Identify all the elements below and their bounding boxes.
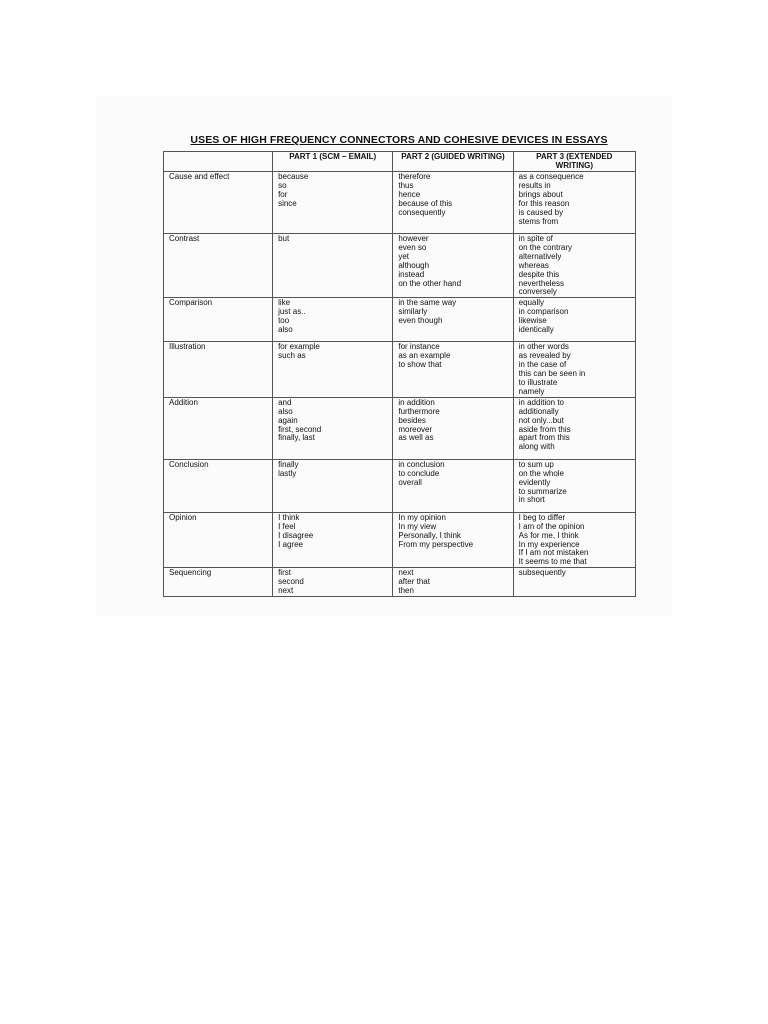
connector-phrase: consequently — [398, 207, 446, 217]
connector-phrase: alternatively — [518, 251, 562, 261]
connector-phrase: As for me, I think — [518, 530, 579, 540]
table-header-row — [164, 152, 636, 172]
connector-phrase: to conclude — [398, 468, 440, 478]
connector-phrase: on the other hand — [398, 278, 462, 288]
connector-phrase: in comparison — [518, 307, 569, 317]
cell-p3-connectors — [513, 397, 635, 459]
connector-phrase: instead — [398, 269, 425, 279]
cell-p1-connectors — [273, 342, 393, 397]
connector-phrase: since — [278, 198, 297, 208]
cell-p1-connectors — [273, 568, 393, 597]
cell-p3-connectors — [513, 342, 635, 397]
connector-phrase: aside from this — [518, 424, 571, 434]
cell-p3-connectors — [513, 568, 635, 597]
table-body — [164, 172, 636, 597]
connector-phrase: conversely — [518, 287, 557, 297]
connector-phrase: in short — [518, 495, 545, 505]
connector-phrase: so — [278, 180, 287, 190]
connector-phrase: but — [278, 234, 290, 243]
cell-p1-connectors — [273, 172, 393, 234]
connector-phrase: I disagree — [278, 530, 314, 540]
cell-p3-connectors — [513, 172, 635, 234]
connector-phrase: yet — [398, 251, 410, 261]
cell-p2-connectors — [393, 568, 513, 597]
connector-phrase: on the whole — [518, 468, 565, 478]
connector-phrase: I am of the opinion — [518, 521, 585, 531]
connector-phrase: even though — [398, 316, 443, 326]
cell-p2-connectors — [393, 234, 513, 298]
connector-phrase: next — [398, 568, 414, 578]
table-row — [164, 568, 636, 597]
row-category: Contrast — [164, 234, 273, 298]
connector-phrase: namely — [518, 386, 545, 396]
connector-phrase: in the same way — [398, 298, 457, 308]
connector-phrase: similarly — [398, 307, 428, 317]
cell-p1-connectors — [273, 397, 393, 459]
connector-phrase: lastly — [278, 468, 297, 478]
connector-phrase: as well as — [398, 433, 434, 443]
connector-phrase: overall — [398, 477, 422, 487]
connector-phrase: also — [278, 325, 293, 335]
connector-phrase: for instance — [398, 342, 440, 352]
cell-p2-connectors — [393, 298, 513, 342]
connector-phrase: for this reason — [518, 198, 570, 208]
cell-p3-connectors — [513, 459, 635, 512]
connector-phrase: next — [278, 586, 294, 596]
connector-phrase: I think — [278, 512, 300, 522]
row-category: Conclusion — [164, 459, 273, 512]
table-row — [164, 459, 636, 512]
row-category: Addition — [164, 397, 273, 459]
header-part-3: PART 3 (EXTENDED WRITING) — [513, 152, 635, 172]
connector-phrase: If I am not mistaken — [518, 548, 589, 558]
cell-p1-connectors — [273, 298, 393, 342]
connector-phrase: on the contrary — [518, 242, 573, 252]
connector-phrase: It seems to me that — [518, 557, 587, 567]
header-category — [164, 152, 273, 172]
cell-p2-connectors — [393, 512, 513, 567]
connector-phrase: nevertheless — [518, 278, 564, 288]
connector-phrase: after that — [398, 577, 430, 587]
connector-phrase: in other words — [518, 342, 569, 352]
connector-phrase: such as — [278, 351, 306, 361]
connector-phrase: then — [398, 586, 414, 596]
connector-phrase: in conclusion — [398, 459, 445, 469]
connector-phrase: not only...but — [518, 415, 564, 425]
connector-phrase: From my perspective — [398, 539, 474, 549]
connector-phrase: in the case of — [518, 360, 567, 370]
connector-phrase: likewise — [518, 316, 547, 326]
table-row — [164, 342, 636, 397]
connector-phrase: in addition to — [518, 397, 565, 407]
connector-phrase: despite this — [518, 269, 560, 279]
header-part-1: PART 1 (SCM – EMAIL) — [273, 152, 393, 172]
connector-phrase: In my experience — [518, 539, 580, 549]
connector-phrase: as a consequence — [518, 172, 584, 181]
cell-p2-connectors — [393, 172, 513, 234]
connector-phrase: Personally, I think — [398, 530, 461, 540]
connector-phrase: finally, last — [278, 433, 315, 443]
connector-phrase: whereas — [518, 260, 549, 270]
connector-phrase: along with — [518, 442, 555, 452]
connector-phrase: subsequently — [518, 568, 566, 578]
connector-phrase: although — [398, 260, 430, 270]
cell-p2-connectors — [393, 342, 513, 397]
connector-phrase: to sum up — [518, 459, 554, 469]
table-row — [164, 397, 636, 459]
connector-phrase: as an example — [398, 351, 451, 361]
row-category: Comparison — [164, 298, 273, 342]
table-row — [164, 234, 636, 298]
connector-phrase: this can be seen in — [518, 369, 586, 379]
connector-phrase: hence — [398, 189, 421, 199]
connector-phrase: second — [278, 577, 304, 587]
connector-phrase: also — [278, 406, 293, 416]
connector-phrase: again — [278, 415, 298, 425]
cell-p3-connectors — [513, 234, 635, 298]
connector-phrase: In my opinion — [398, 512, 446, 522]
connector-phrase: in spite of — [518, 234, 553, 243]
connector-phrase: I feel — [278, 521, 296, 531]
connector-phrase: is caused by — [518, 207, 564, 217]
connector-phrase: like — [278, 298, 291, 308]
connector-phrase: thus — [398, 180, 414, 190]
connector-phrase: for example — [278, 342, 320, 352]
cell-p2-connectors — [393, 397, 513, 459]
connector-phrase: to summarize — [518, 486, 567, 496]
row-category: Sequencing — [164, 568, 273, 597]
table-row — [164, 512, 636, 567]
connector-phrase: as revealed by — [518, 351, 571, 361]
connector-phrase: however — [398, 234, 429, 243]
cell-p2-connectors — [393, 459, 513, 512]
connector-phrase: besides — [398, 415, 426, 425]
connector-phrase: evidently — [518, 477, 551, 487]
connector-phrase: identically — [518, 325, 554, 335]
connector-phrase: for — [278, 189, 288, 199]
connector-phrase: just as.. — [278, 307, 306, 317]
connector-phrase: in addition — [398, 397, 435, 407]
connector-phrase: equally — [518, 298, 544, 308]
connector-phrase: even so — [398, 242, 427, 252]
table-row — [164, 172, 636, 234]
cell-p3-connectors — [513, 298, 635, 342]
connector-phrase: moreover — [398, 424, 433, 434]
connector-phrase: additionally — [518, 406, 559, 416]
connector-phrase: to show that — [398, 360, 442, 370]
connector-phrase: and — [278, 397, 292, 407]
document-title: USES OF HIGH FREQUENCY CONNECTORS AND COHESIVE DEVICES IN ESSAYS — [190, 134, 608, 146]
cell-p1-connectors — [273, 512, 393, 567]
connector-phrase: In my view — [398, 521, 437, 531]
connector-phrase: furthermore — [398, 406, 440, 416]
cell-p3-connectors — [513, 512, 635, 567]
row-category: Illustration — [164, 342, 273, 397]
row-category: Opinion — [164, 512, 273, 567]
cell-p1-connectors — [273, 459, 393, 512]
connectors-table — [163, 151, 636, 597]
header-part-2: PART 2 (GUIDED WRITING) — [393, 152, 513, 172]
connector-phrase: because — [278, 172, 309, 181]
connector-phrase: first — [278, 568, 291, 578]
connector-phrase: brings about — [518, 189, 563, 199]
row-category: Cause and effect — [164, 172, 273, 234]
connector-phrase: finally — [278, 459, 299, 469]
cell-p1-connectors — [273, 234, 393, 298]
connector-phrase: I agree — [278, 539, 303, 549]
connector-phrase: therefore — [398, 172, 431, 181]
connector-phrase: results in — [518, 180, 551, 190]
connector-phrase: I beg to differ — [518, 512, 566, 522]
connector-phrase: apart from this — [518, 433, 570, 443]
connector-phrase: stems from — [518, 216, 559, 226]
connector-phrase: because of this — [398, 198, 453, 208]
table-row — [164, 298, 636, 342]
connector-phrase: first, second — [278, 424, 322, 434]
connector-phrase: to illustrate — [518, 377, 558, 387]
connector-phrase: too — [278, 316, 290, 326]
